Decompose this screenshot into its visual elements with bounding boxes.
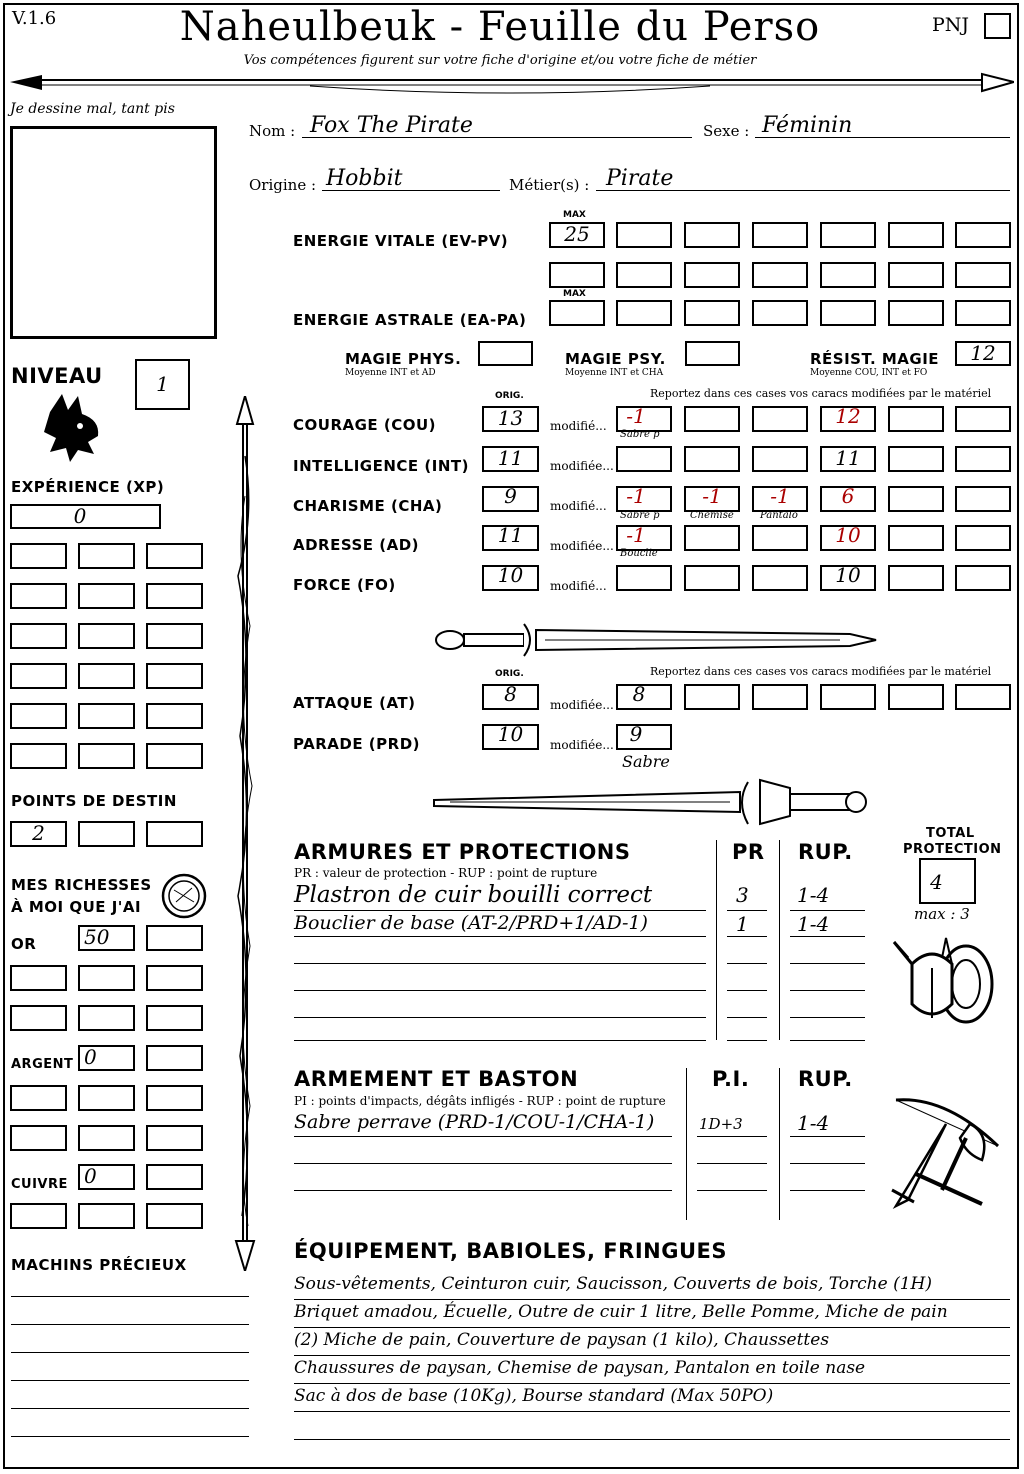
at-mod-box[interactable] [820,684,876,710]
armures-title: ARMURES ET PROTECTIONS [294,840,631,864]
ev-box[interactable] [616,262,672,288]
pr-header: PR [732,840,765,864]
xp-grid-box[interactable] [146,703,203,729]
cuivre-box[interactable] [10,1203,67,1229]
ev-box[interactable] [752,262,808,288]
xp-grid-box[interactable] [146,743,203,769]
cou-mod-value: -1 [626,404,646,428]
xp-grid-box[interactable] [78,623,135,649]
or-box[interactable] [10,1005,67,1031]
armor-line [790,936,865,937]
equipment-rule [294,1299,1010,1300]
total-protection-value: 4 [930,870,943,894]
total-protection-max: max : 3 [914,905,970,923]
fo-mod-box[interactable] [955,565,1011,591]
armor-line [790,910,865,911]
coin-icon [160,872,208,920]
destin-label: POINTS DE DESTIN [11,792,177,810]
resist-magie-label: RÉSIST. MAGIE [810,350,940,368]
weapon-rup: 1-4 [797,1111,830,1135]
armor-line [294,936,706,937]
magie-phys-label: MAGIE PHYS. [345,350,462,368]
equipment-line[interactable]: Sac à dos de base (10Kg), Bourse standard (Max 50PO) [294,1386,774,1406]
sheet-title: Naheulbeuk - Feuille du Perso [179,4,821,50]
ev-box[interactable] [616,222,672,248]
nom-label: Nom : [249,122,296,140]
equipment-rule [294,1411,1010,1412]
armement-divider [686,1068,687,1220]
sexe-label: Sexe : [703,122,750,140]
ev-box[interactable] [752,222,808,248]
magie-phys-note: Moyenne INT et AD [345,368,436,378]
ev-box[interactable] [684,222,740,248]
xp-value: 0 [73,504,87,528]
sexe-field[interactable]: Féminin [762,113,853,138]
argent-box[interactable] [78,1085,135,1111]
armor-rup: 1-4 [797,883,830,907]
armor-line[interactable] [294,1017,706,1018]
equipment-rule [294,1355,1010,1356]
orig-label: ORIG. [495,391,524,401]
int-orig-value: 11 [497,446,524,470]
sword-icon [430,778,870,828]
or-value: 50 [84,925,110,949]
xp-grid-box[interactable] [10,583,67,609]
at-mod-box[interactable] [955,684,1011,710]
ea-box[interactable] [955,300,1011,326]
magie-psy-label: MAGIE PSY. [565,350,666,368]
armor-pr: 3 [736,883,749,907]
fo-modifie-label: modifié... [550,579,607,593]
armor-line[interactable] [790,1040,865,1041]
ea-box[interactable] [684,300,740,326]
xp-grid-box[interactable] [10,663,67,689]
precieux-line[interactable] [11,1380,249,1381]
at-orig-value: 8 [504,682,517,706]
ea-max-box[interactable] [549,300,605,326]
ev-max-label: MAX [563,210,586,220]
equipment-line[interactable]: Sous-vêtements, Ceinturon cuir, Saucisson, Couverts de bois, Torche (1H) [294,1274,932,1294]
armor-name: Plastron de cuir bouilli correct [294,882,653,908]
armor-line[interactable] [790,990,865,991]
richesses-label-line1: MES RICHESSES [11,876,152,894]
weapon-line[interactable] [697,1190,767,1191]
nom-field[interactable]: Fox The Pirate [310,113,473,138]
armor-line [727,910,767,911]
origine-label: Origine : [249,176,317,194]
cha-mod-note: Sabre p [620,510,660,521]
xp-grid-box[interactable] [10,623,67,649]
ad-label: ADRESSE (AD) [293,536,420,554]
ev-box[interactable] [888,222,944,248]
armement-divider [779,1068,780,1220]
precieux-line[interactable] [11,1352,249,1353]
weapon-line[interactable] [294,1163,672,1164]
ev-box[interactable] [888,262,944,288]
int-mod-box[interactable] [888,446,944,472]
cou-mod-box[interactable] [888,406,944,432]
int-mod-box[interactable] [616,446,672,472]
ad-mod-box[interactable] [752,525,808,551]
argent-value: 0 [84,1045,97,1069]
ea-box[interactable] [820,300,876,326]
niveau-label: NIVEAU [11,364,103,388]
fo-mod-box[interactable] [752,565,808,591]
armor-line[interactable] [294,963,706,964]
equipment-rule [294,1439,1010,1440]
cou-final-value: 12 [835,404,861,428]
ad-mod-value: -1 [626,523,646,547]
armor-line[interactable] [790,963,865,964]
cha-mod-value: -1 [702,484,722,508]
equipment-line[interactable]: (2) Miche de pain, Couverture de paysan (1 kilo), Chaussettes [294,1330,830,1350]
armor-line[interactable] [294,990,706,991]
at-mod-box[interactable] [684,684,740,710]
ad-orig-value: 11 [497,523,524,547]
argent-box[interactable] [146,1085,203,1111]
spear-divider-icon [10,66,1014,102]
weapon-line[interactable] [790,1190,865,1191]
at-mod-value: 8 [632,682,646,706]
origine-field[interactable]: Hobbit [326,166,403,191]
ev-box[interactable] [549,262,605,288]
fo-mod-box[interactable] [888,565,944,591]
fo-mod-box[interactable] [684,565,740,591]
int-label: INTELLIGENCE (INT) [293,457,469,475]
weapon-line[interactable] [294,1190,672,1191]
cou-mod-note: Sabre p [620,429,660,440]
pi-header: P.I. [712,1067,750,1091]
cha-modifie-label: modifié... [550,499,607,513]
weapon-line[interactable] [790,1163,865,1164]
argent-label: ARGENT [11,1057,74,1072]
ea-box[interactable] [888,300,944,326]
armor-line [294,910,706,911]
cha-mod-note: Chemise [690,510,734,521]
prd-mod-value: 9 [629,722,643,746]
sword-icon [430,620,880,662]
cuivre-box[interactable] [78,1203,135,1229]
xp-grid-box[interactable] [146,663,203,689]
argent-box[interactable] [10,1125,67,1151]
prd-mod-note: Sabre [622,752,670,771]
fo-label: FORCE (FO) [293,576,396,594]
at-modifie-label: modifiée... [550,698,614,712]
fo-final-value: 10 [835,563,861,587]
precieux-line[interactable] [11,1324,249,1325]
cha-mod-value: -1 [626,484,646,508]
report-note: Reportez dans ces cases vos caracs modifiées par le matériel [650,665,992,678]
int-mod-box[interactable] [955,446,1011,472]
equipment-rule [294,1327,1010,1328]
fo-mod-box[interactable] [616,565,672,591]
equipment-line[interactable]: Briquet amadou, Écuelle, Outre de cuir 1 litre, Belle Pomme, Miche de pain [294,1302,948,1322]
precieux-line[interactable] [11,1436,249,1437]
magie-psy-box[interactable] [685,341,740,366]
or-label: OR [11,935,37,953]
attaque-label: ATTAQUE (AT) [293,694,416,712]
or-box[interactable] [78,965,135,991]
total-protection-label: PROTECTION [903,842,1002,857]
cha-mod-value: -1 [770,484,790,508]
armor-line[interactable] [790,1017,865,1018]
ad-mod-box[interactable] [955,525,1011,551]
helmet-shield-icon [888,928,1000,1032]
cha-label: CHARISME (CHA) [293,497,443,515]
cou-mod-box[interactable] [752,406,808,432]
int-final-value: 11 [835,446,861,470]
resist-magie-value: 12 [970,341,996,365]
armor-pr: 1 [736,912,749,936]
xp-grid-box[interactable] [10,703,67,729]
metier-field[interactable]: Pirate [606,166,674,191]
xp-grid-box[interactable] [10,543,67,569]
ev-box[interactable] [684,262,740,288]
report-note: Reportez dans ces cases vos caracs modifiées par le matériel [650,387,992,400]
armor-rup: 1-4 [797,912,830,936]
ev-box[interactable] [820,262,876,288]
xp-grid-box[interactable] [78,583,135,609]
rup-header: RUP. [798,840,853,864]
ea-max-label: MAX [563,289,586,299]
armor-line[interactable] [727,963,767,964]
weapon-name[interactable]: Sabre perrave (PRD-1/COU-1/CHA-1) [294,1111,655,1133]
cou-label: COURAGE (COU) [293,416,437,434]
equipment-rule [294,1383,1010,1384]
cha-mod-box[interactable] [888,486,944,512]
xp-grid-box[interactable] [146,583,203,609]
dragon-icon [40,392,106,464]
armor-line [727,936,767,937]
armor-line[interactable] [727,990,767,991]
xp-grid-box[interactable] [10,743,67,769]
resist-magie-note: Moyenne COU, INT et FO [810,368,928,378]
prd-modifie-label: modifiée... [550,738,614,752]
weapon-line [697,1136,767,1137]
ev-box[interactable] [820,222,876,248]
pnj-label: PNJ [932,14,970,36]
armures-divider [716,840,717,1040]
parade-label: PARADE (PRD) [293,735,421,753]
precieux-line[interactable] [11,1408,249,1409]
cha-mod-note: Pantalo [760,510,798,521]
ad-mod-note: Bouclie [620,548,658,559]
armor-name[interactable]: Bouclier de base (AT-2/PRD+1/AD-1) [294,912,648,934]
ad-modifie-label: modifiée... [550,539,614,553]
destin-box[interactable] [146,821,203,847]
argent-box[interactable] [78,1125,135,1151]
equipment-line[interactable]: Chaussures de paysan, Chemise de paysan, Pantalon en toile nase [294,1358,866,1378]
int-modifie-label: modifiée... [550,459,614,473]
prd-orig-value: 10 [497,722,524,746]
ev-max-value: 25 [564,222,590,246]
fo-orig-value: 10 [497,563,524,587]
xp-grid-box[interactable] [146,543,203,569]
cha-mod-box[interactable] [955,486,1011,512]
ea-box[interactable] [616,300,672,326]
armures-note: PR : valeur de protection - RUP : point de rupture [294,866,598,880]
or-box[interactable] [146,1005,203,1031]
xp-grid-box[interactable] [78,663,135,689]
cou-mod-box[interactable] [955,406,1011,432]
sheet-subtitle: Vos compétences figurent sur votre fiche d'origine et/ou votre fiche de métier [243,53,757,68]
weapon-line[interactable] [697,1163,767,1164]
or-box[interactable] [146,965,203,991]
argent-box[interactable] [146,1045,203,1071]
cuivre-value: 0 [84,1164,97,1188]
machins-precieux-label: MACHINS PRÉCIEUX [11,1256,187,1274]
xp-grid-box[interactable] [78,703,135,729]
crossed-weapons-icon [886,1094,1006,1214]
metier-label: Métier(s) : [509,176,590,194]
precieux-line[interactable] [11,1296,249,1297]
armement-title: ARMEMENT ET BASTON [294,1067,579,1091]
weapon-line [790,1136,865,1137]
weapon-line [294,1136,672,1137]
or-box[interactable] [78,1005,135,1031]
xp-label: EXPÉRIENCE (XP) [11,478,165,496]
equipement-title: ÉQUIPEMENT, BABIOLES, FRINGUES [294,1239,727,1263]
cha-orig-value: 9 [504,484,517,508]
vertical-spear-icon [228,396,262,1271]
ad-final-value: 10 [835,523,861,547]
richesses-label-line2: À MOI QUE J'AI [11,898,142,916]
ad-mod-box[interactable] [888,525,944,551]
armement-note: PI : points d'impacts, dégâts infligés - RUP : point de rupture [294,1094,666,1108]
argent-box[interactable] [10,1085,67,1111]
armor-line[interactable] [294,1040,706,1041]
ea-box[interactable] [752,300,808,326]
orig-label: ORIG. [495,669,524,679]
cuivre-label: CUIVRE [11,1177,68,1192]
destin-value: 2 [32,821,45,845]
cuivre-box[interactable] [146,1203,203,1229]
ev-box[interactable] [955,222,1011,248]
ev-box[interactable] [955,262,1011,288]
weapon-pi: 1D+3 [699,1115,743,1133]
magie-phys-box[interactable] [478,341,533,366]
niveau-value: 1 [156,372,169,396]
version-label: V.1.6 [12,8,57,29]
cou-orig-value: 13 [497,406,524,430]
rup-header: RUP. [798,1067,853,1091]
int-mod-box[interactable] [684,446,740,472]
xp-grid-box[interactable] [78,543,135,569]
cha-final-value: 6 [841,484,855,508]
cou-mod-box[interactable] [684,406,740,432]
xp-grid-box[interactable] [78,743,135,769]
destin-box[interactable] [78,821,135,847]
armor-line[interactable] [727,1040,767,1041]
xp-grid-box[interactable] [146,623,203,649]
portrait-caption: Je dessine mal, tant pis [10,101,175,117]
magie-psy-note: Moyenne INT et CHA [565,368,664,378]
argent-box[interactable] [146,1125,203,1151]
pnj-checkbox[interactable] [984,13,1011,39]
armures-divider [779,840,780,1040]
armor-line[interactable] [727,1017,767,1018]
portrait-box[interactable] [10,126,217,339]
at-mod-box[interactable] [888,684,944,710]
ev-label: ENERGIE VITALE (EV-PV) [293,232,509,250]
total-protection-label: TOTAL [926,826,975,841]
cou-modifie-label: modifié... [550,419,607,433]
or-box[interactable] [10,965,67,991]
int-mod-box[interactable] [752,446,808,472]
at-mod-box[interactable] [752,684,808,710]
ad-mod-box[interactable] [684,525,740,551]
cuivre-box[interactable] [146,1164,203,1190]
ea-label: ENERGIE ASTRALE (EA-PA) [293,311,527,329]
or-box[interactable] [146,925,203,951]
